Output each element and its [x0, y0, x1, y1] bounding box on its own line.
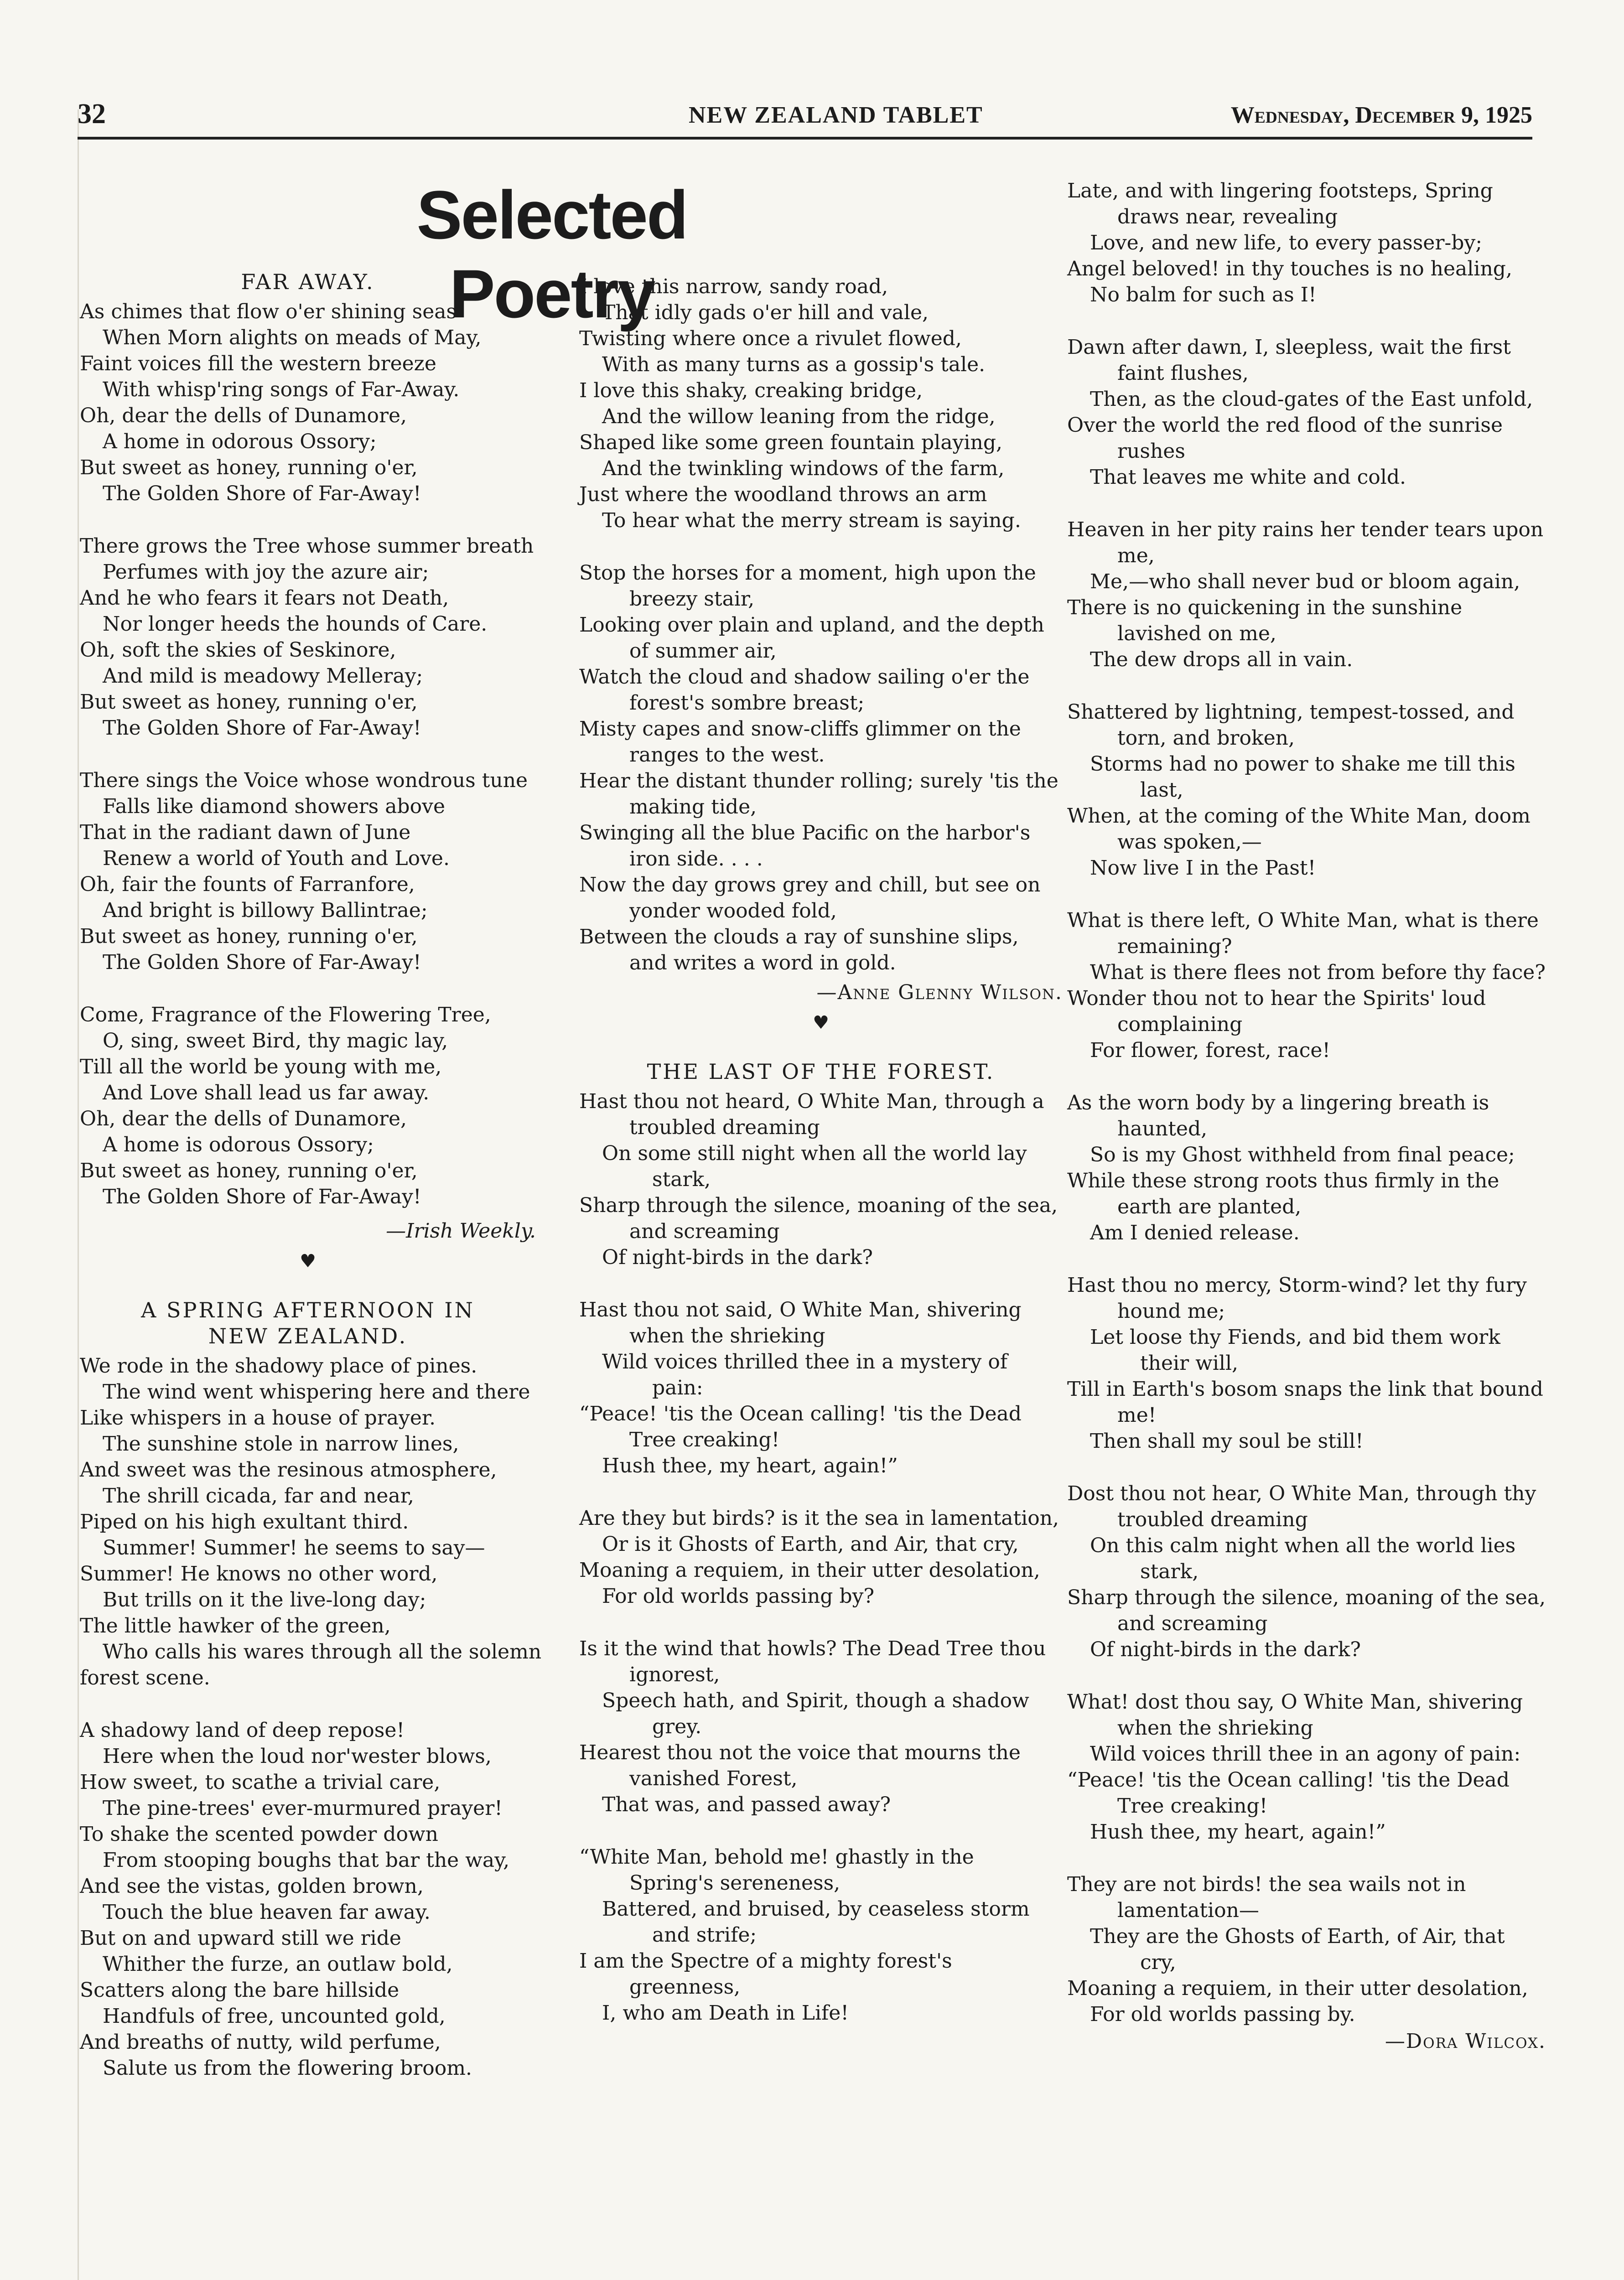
poem-attribution: —Irish Weekly.: [386, 1219, 536, 1243]
stanza: [80, 1002, 536, 1210]
poem-line: I love this shaky, creaking bridge,: [579, 379, 923, 402]
poem-line: Hush thee, my heart, again!”: [602, 1454, 898, 1477]
poem-line: The Golden Shore of Far-Away!: [103, 951, 421, 974]
section-title: Selected Poetry: [416, 176, 687, 332]
poem-line: Are they but birds? is it the sea in lamentation,: [579, 1507, 1059, 1530]
stanza: [1067, 1481, 1546, 1663]
poem-line: Shattered by lightning, tempest-tossed, and torn, and broken,: [1067, 700, 1515, 750]
poem-line: Twisting where once a rivulet flowed,: [579, 327, 962, 350]
poem-line: They are the Ghosts of Earth, of Air, that cry,: [1090, 1925, 1505, 1974]
masthead: NEW ZEALAND TABLET: [689, 102, 983, 128]
header-rule: [78, 137, 1532, 140]
poem-line: As chimes that flow o'er shining seas: [80, 300, 457, 323]
poem-line: And the twinkling windows of the farm,: [602, 457, 1005, 480]
poem-line: The pine-trees' ever-murmured prayer!: [103, 1797, 503, 1820]
poem-line: “Peace! 'tis the Ocean calling! 'tis the Dead Tree creaking!: [579, 1402, 1022, 1451]
poem-line: Is it the wind that howls? The Dead Tree thou ignorest,: [579, 1637, 1046, 1686]
poem-spring-afternoon-continued: [579, 274, 1063, 976]
poem-line: I, who am Death in Life!: [602, 2001, 849, 2025]
poem-line: But sweet as honey, running o'er,: [80, 690, 418, 714]
stanza: [80, 1717, 536, 2081]
poem-line: Watch the cloud and shadow sailing o'er the forest's sombre breast;: [579, 665, 1030, 715]
poem-line: Faint voices fill the western breeze: [80, 352, 436, 375]
poem-line: For old worlds passing by?: [602, 1585, 875, 1608]
poem-line: A shadowy land of deep repose!: [80, 1719, 405, 1742]
poem-line: Heaven in her pity rains her tender tears upon me,: [1067, 518, 1544, 567]
poem-line: Oh, soft the skies of Seskinore,: [80, 638, 396, 662]
poem-line: A home in odorous Ossory;: [103, 430, 377, 453]
stanza: [1067, 178, 1546, 308]
poem-line: Or is it Ghosts of Earth, and Air, that cry,: [602, 1533, 1019, 1556]
stanza: [1067, 517, 1546, 673]
poem-line: To hear what the merry stream is saying.: [602, 509, 1021, 532]
poem-line: What! dost thou say, O White Man, shivering when the shrieking: [1067, 1690, 1523, 1740]
poem-line: When Morn alights on meads of May,: [103, 326, 482, 349]
poem-title-line: A SPRING AFTERNOON IN: [141, 1298, 475, 1322]
poem-line: Between the clouds a ray of sunshine slips, and writes a word in gold.: [579, 925, 1019, 974]
poem-line: And Love shall lead us far away.: [103, 1081, 430, 1104]
stanza: [579, 1505, 1063, 1609]
poem-title-line: NEW ZEALAND.: [208, 1324, 408, 1348]
poem-line: Wild voices thrill thee in an agony of pain:: [1090, 1742, 1521, 1766]
poem-line: Like whispers in a house of prayer.: [80, 1406, 436, 1430]
poem-line: For old worlds passing by.: [1090, 2003, 1355, 2026]
stanza: [80, 767, 536, 975]
poem-last-of-the-forest-continued: [1067, 178, 1546, 2027]
poem-line: Me,—who shall never bud or bloom again,: [1090, 570, 1520, 593]
stanza: [579, 1636, 1063, 1818]
column-1: [80, 269, 542, 2108]
poem-line: Hush thee, my heart, again!”: [1090, 1820, 1386, 1844]
poem-line: Summer! He knows no other word,: [80, 1562, 438, 1586]
page-header: [78, 98, 1532, 135]
poem-line: Till all the world be young with me,: [80, 1055, 442, 1078]
poem-line: Handfuls of free, uncounted gold,: [103, 2005, 446, 2028]
poem-line: Shaped like some green fountain playing,: [579, 431, 1002, 454]
poem-line: Looking over plain and upland, and the depth of summer air,: [579, 613, 1044, 663]
poem-line: How sweet, to scathe a trivial care,: [80, 1771, 441, 1794]
poem-line: Scatters along the bare hillside: [80, 1979, 400, 2002]
stanza: [1067, 1272, 1546, 1454]
poem-line: But sweet as honey, running o'er,: [80, 1159, 418, 1182]
poem-line: That was, and passed away?: [602, 1793, 891, 1816]
poem-line: Moaning a requiem, in their utter desolation,: [1067, 1977, 1528, 2000]
poem-title-far-away: FAR AWAY.: [241, 269, 375, 294]
poem-line: Hear the distant thunder rolling; surely 'tis the making tide,: [579, 769, 1058, 819]
poem-last-of-the-forest: [579, 1088, 1063, 2026]
poem-line: “White Man, behold me! ghastly in the Spring's sereneness,: [579, 1845, 974, 1895]
stanza: [1067, 699, 1546, 881]
poem-line: There grows the Tree whose summer breath: [80, 534, 534, 558]
poem-line: What is there left, O White Man, what is there remaining?: [1067, 909, 1539, 958]
poem-line: Oh, dear the dells of Dunamore,: [80, 404, 407, 427]
stanza: [1067, 1871, 1546, 2027]
poem-line: When, at the coming of the White Man, doom was spoken,—: [1067, 804, 1531, 854]
column-3: [1067, 178, 1546, 2054]
poem-line: So is my Ghost withheld from final peace;: [1090, 1143, 1515, 1166]
poem-line: Here when the loud nor'wester blows,: [103, 1745, 492, 1768]
poem-line: Just where the woodland throws an arm: [579, 483, 987, 506]
poem-line: Sharp through the silence, moaning of the sea, and screaming: [1067, 1586, 1546, 1635]
poem-line: The shrill cicada, far and near,: [103, 1484, 414, 1508]
poem-line: What is there flees not from before thy face?: [1090, 961, 1546, 984]
poem-line: From stooping boughs that bar the way,: [103, 1849, 510, 1872]
poem-line: The Golden Shore of Far-Away!: [103, 1185, 421, 1208]
stanza: [1067, 334, 1546, 490]
poem-line: Now live I in the Past!: [1090, 856, 1316, 880]
poem-line: Nor longer heeds the hounds of Care.: [103, 612, 488, 636]
poem-line: And mild is meadowy Melleray;: [103, 664, 423, 688]
poem-line: I love this narrow, sandy road,: [579, 275, 888, 298]
poem-line: Storms had no power to shake me till this last,: [1090, 752, 1515, 802]
poem-far-away: [80, 299, 536, 1210]
column-2: [579, 274, 1063, 2052]
poem-line: And the willow leaning from the ridge,: [602, 405, 996, 428]
poem-line: Stop the horses for a moment, high upon the breezy stair,: [579, 561, 1036, 611]
stanza: [80, 1353, 542, 1691]
heart-ornament: ♥: [300, 1251, 316, 1272]
poem-line: And sweet was the resinous atmosphere,: [80, 1458, 497, 1482]
poem-line: Swinging all the blue Pacific on the harbor's iron side. . . .: [579, 821, 1031, 871]
issue-date: Wednesday, December 9, 1925: [1230, 102, 1532, 128]
poem-attribution: —Anne Glenny Wilson.: [816, 981, 1063, 1004]
poem-line: The sunshine stole in narrow lines,: [103, 1432, 459, 1456]
poem-line: Oh, fair the founts of Farranfore,: [80, 873, 415, 896]
poem-line: Wild voices thrilled thee in a mystery of pain:: [602, 1350, 1008, 1399]
poem-line: With as many turns as a gossip's tale.: [602, 353, 986, 376]
poem-line: Then shall my soul be still!: [1090, 1430, 1364, 1453]
poem-line: Dawn after dawn, I, sleepless, wait the first faint flushes,: [1067, 336, 1511, 385]
poem-line: No balm for such as I!: [1090, 283, 1317, 306]
poem-line: There is no quickening in the sunshine lavished on me,: [1067, 596, 1463, 645]
poem-line: Hast thou not heard, O White Man, through a troubled dreaming: [579, 1090, 1044, 1139]
poem-line: That leaves me white and cold.: [1090, 466, 1406, 489]
poem-line: A home is odorous Ossory;: [103, 1133, 374, 1156]
poem-line: Of night-birds in the dark?: [1090, 1638, 1361, 1661]
poem-line: Hast thou no mercy, Storm-wind? let thy fury hound me;: [1067, 1274, 1527, 1323]
poem-line: Battered, and bruised, by ceaseless storm and strife;: [602, 1897, 1030, 1947]
poem-line: And see the vistas, golden brown,: [80, 1875, 424, 1898]
poem-line: To shake the scented powder down: [80, 1823, 438, 1846]
poem-line: The wind went whispering here and there: [103, 1380, 530, 1404]
poem-line: Of night-birds in the dark?: [602, 1246, 873, 1269]
heart-ornament: ♥: [813, 1012, 829, 1033]
poem-line: Sharp through the silence, moaning of the sea, and screaming: [579, 1194, 1058, 1243]
stanza: [1067, 907, 1546, 1063]
poem-line: Misty capes and snow-cliffs glimmer on the ranges to the west.: [579, 717, 1021, 767]
poem-line: Wonder thou not to hear the Spirits' loud complaining: [1067, 987, 1486, 1036]
poem-line: The little hawker of the green,: [80, 1614, 391, 1637]
poem-line: And he who fears it fears not Death,: [80, 586, 449, 610]
poem-line: Salute us from the flowering broom.: [103, 2057, 472, 2080]
poem-line: Perfumes with joy the azure air;: [103, 560, 429, 584]
poem-line: Speech hath, and Spirit, though a shadow grey.: [602, 1689, 1029, 1738]
poem-line: With whisp'ring songs of Far-Away.: [103, 378, 460, 401]
poem-line: Moaning a requiem, in their utter desolation,: [579, 1559, 1040, 1582]
poem-line: While these strong roots thus firmly in the earth are planted,: [1067, 1169, 1499, 1218]
poem-line: But sweet as honey, running o'er,: [80, 456, 418, 479]
poem-title-last-forest: THE LAST OF THE FOREST.: [647, 1059, 995, 1084]
stanza: [579, 1088, 1063, 1270]
poem-line: Love, and new life, to every passer-by;: [1090, 231, 1483, 254]
poem-line: The Golden Shore of Far-Away!: [103, 482, 421, 505]
poem-title-spring-afternoon: [80, 1297, 536, 1349]
poem-line: Hast thou not said, O White Man, shivering when the shrieking: [579, 1298, 1022, 1347]
poem-line: But on and upward still we ride: [80, 1927, 401, 1950]
stanza: [579, 1844, 1063, 2026]
poem-line: For flower, forest, race!: [1090, 1039, 1331, 1062]
stanza: [80, 533, 536, 741]
poem-line: Late, and with lingering footsteps, Spring draws near, revealing: [1067, 179, 1493, 228]
poem-line: Who calls his wares through all the solemn: [103, 1640, 542, 1663]
poem-line: Let loose thy Fiends, and bid them work their will,: [1090, 1326, 1500, 1375]
poem-line: And breaths of nutty, wild perfume,: [80, 2031, 441, 2054]
stanza: [80, 299, 536, 507]
poem-line: The dew drops all in vain.: [1090, 648, 1353, 671]
poem-line: They are not birds! the sea wails not in lamentation—: [1067, 1873, 1466, 1922]
poem-line: Am I denied release.: [1090, 1221, 1300, 1244]
stanza: [579, 1297, 1063, 1479]
poem-line: Dost thou not hear, O White Man, through thy troubled dreaming: [1067, 1482, 1536, 1531]
poem-line: Then, as the cloud-gates of the East unfold,: [1090, 388, 1533, 411]
poem-attribution: —Dora Wilcox.: [1385, 2030, 1546, 2053]
poem-line: forest scene.: [80, 1666, 210, 1689]
poem-line: I am the Spectre of a mighty forest's greenness,: [579, 1949, 952, 1999]
poem-line: The Golden Shore of Far-Away!: [103, 716, 421, 740]
poem-line: Piped on his high exultant third.: [80, 1510, 409, 1534]
poem-line: Renew a world of Youth and Love.: [103, 847, 450, 870]
poem-line: That in the radiant dawn of June: [80, 821, 411, 844]
poem-line: On this calm night when all the world lies stark,: [1090, 1534, 1516, 1583]
poem-spring-afternoon: [80, 1353, 542, 2081]
poem-line: As the worn body by a lingering breath is haunted,: [1067, 1091, 1489, 1140]
poem-line: We rode in the shadowy place of pines.: [80, 1354, 477, 1378]
stanza: [1067, 1689, 1546, 1845]
stanza: [1067, 1090, 1546, 1246]
poem-line: But sweet as honey, running o'er,: [80, 925, 418, 948]
poem-line: Over the world the red flood of the sunrise rushes: [1067, 414, 1503, 463]
poem-line: Falls like diamond showers above: [103, 795, 445, 818]
poem-line: On some still night when all the world lay stark,: [602, 1142, 1027, 1191]
poem-line: Touch the blue heaven far away.: [103, 1901, 431, 1924]
page-margin-line: [78, 109, 79, 2280]
stanza: [579, 560, 1063, 976]
page-number: 32: [78, 98, 106, 130]
poem-line: There sings the Voice whose wondrous tune: [80, 769, 528, 792]
poem-line: Summer! Summer! he seems to say—: [103, 1536, 485, 1560]
poem-line: That idly gads o'er hill and vale,: [602, 301, 929, 324]
poem-line: Now the day grows grey and chill, but see on yonder wooded fold,: [579, 873, 1041, 922]
stanza: [579, 274, 1063, 534]
poem-line: But trills on it the live-long day;: [103, 1588, 426, 1612]
poem-line: Come, Fragrance of the Flowering Tree,: [80, 1003, 491, 1026]
poem-line: Angel beloved! in thy touches is no healing,: [1067, 257, 1512, 280]
poem-line: “Peace! 'tis the Ocean calling! 'tis the Dead Tree creaking!: [1067, 1768, 1510, 1818]
poem-line: Till in Earth's bosom snaps the link that bound me!: [1067, 1378, 1543, 1427]
poem-line: Oh, dear the dells of Dunamore,: [80, 1107, 407, 1130]
poem-line: O, sing, sweet Bird, thy magic lay,: [103, 1029, 448, 1052]
poem-line: Whither the furze, an outlaw bold,: [103, 1953, 453, 1976]
poem-line: Hearest thou not the voice that mourns the vanished Forest,: [579, 1741, 1021, 1790]
poem-line: And bright is billowy Ballintrae;: [103, 899, 428, 922]
